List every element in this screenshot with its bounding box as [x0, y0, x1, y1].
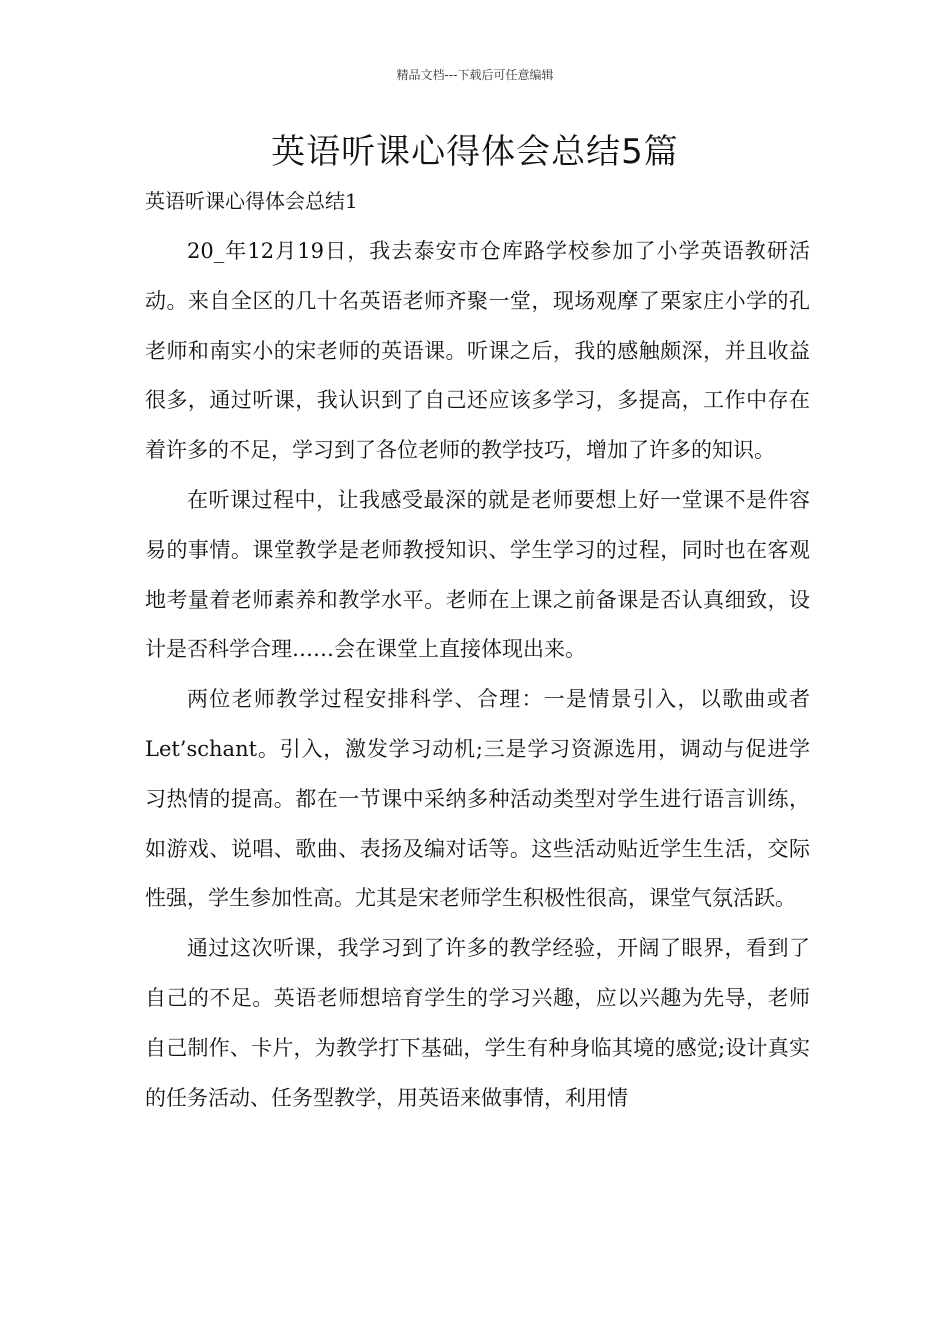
- paragraph: 两位老师教学过程安排科学、合理：一是情景引入，以歌曲或者Let’schant。引入，激发学习动机;三是学习资源选用，调动与促进学习热情的提高。都在一节课中采纳多种活动类型对学生进行语言训练，如游戏、说唱、歌曲、表扬及编对话等。这些活动贴近学生生活，交际性强，学生参加性高。尤其是宋老师学生积极性很高，课堂气氛活跃。: [145, 687, 810, 911]
- paragraph: 通过这次听课，我学习到了许多的教学经验，开阔了眼界，看到了自己的不足。英语老师想培育学生的学习兴趣，应以兴趣为先导，老师自己制作、卡片，为教学打下基础，学生有种身临其境的感觉;设计真实的任务活动、任务型教学，用英语来做事情，利用情: [145, 936, 810, 1110]
- document-header-note: 精品文档---下载后可任意编辑: [396, 68, 554, 82]
- document-body: [145, 227, 810, 1123]
- section-subtitle: 英语听课心得体会总结1: [145, 189, 358, 213]
- paragraph: 20_年12月19日，我去泰安市仓库路学校参加了小学英语教研活动。来自全区的几十名英语老师齐聚一堂，现场观摩了栗家庄小学的孔老师和南实小的宋老师的英语课。听课之后，我的感触颇深，并且收益很多，通过听课，我认识到了自己还应该多学习，多提高，工作中存在着许多的不足，学习到了各位老师的教学技巧，增加了许多的知识。: [145, 239, 810, 463]
- page-title: 英语听课心得体会总结5篇: [271, 132, 679, 172]
- paragraph: 在听课过程中，让我感受最深的就是老师要想上好一堂课不是件容易的事情。课堂教学是老师教授知识、学生学习的过程，同时也在客观地考量着老师素养和教学水平。老师在上课之前备课是否认真细致，设计是否科学合理……会在课堂上直接体现出来。: [145, 487, 810, 662]
